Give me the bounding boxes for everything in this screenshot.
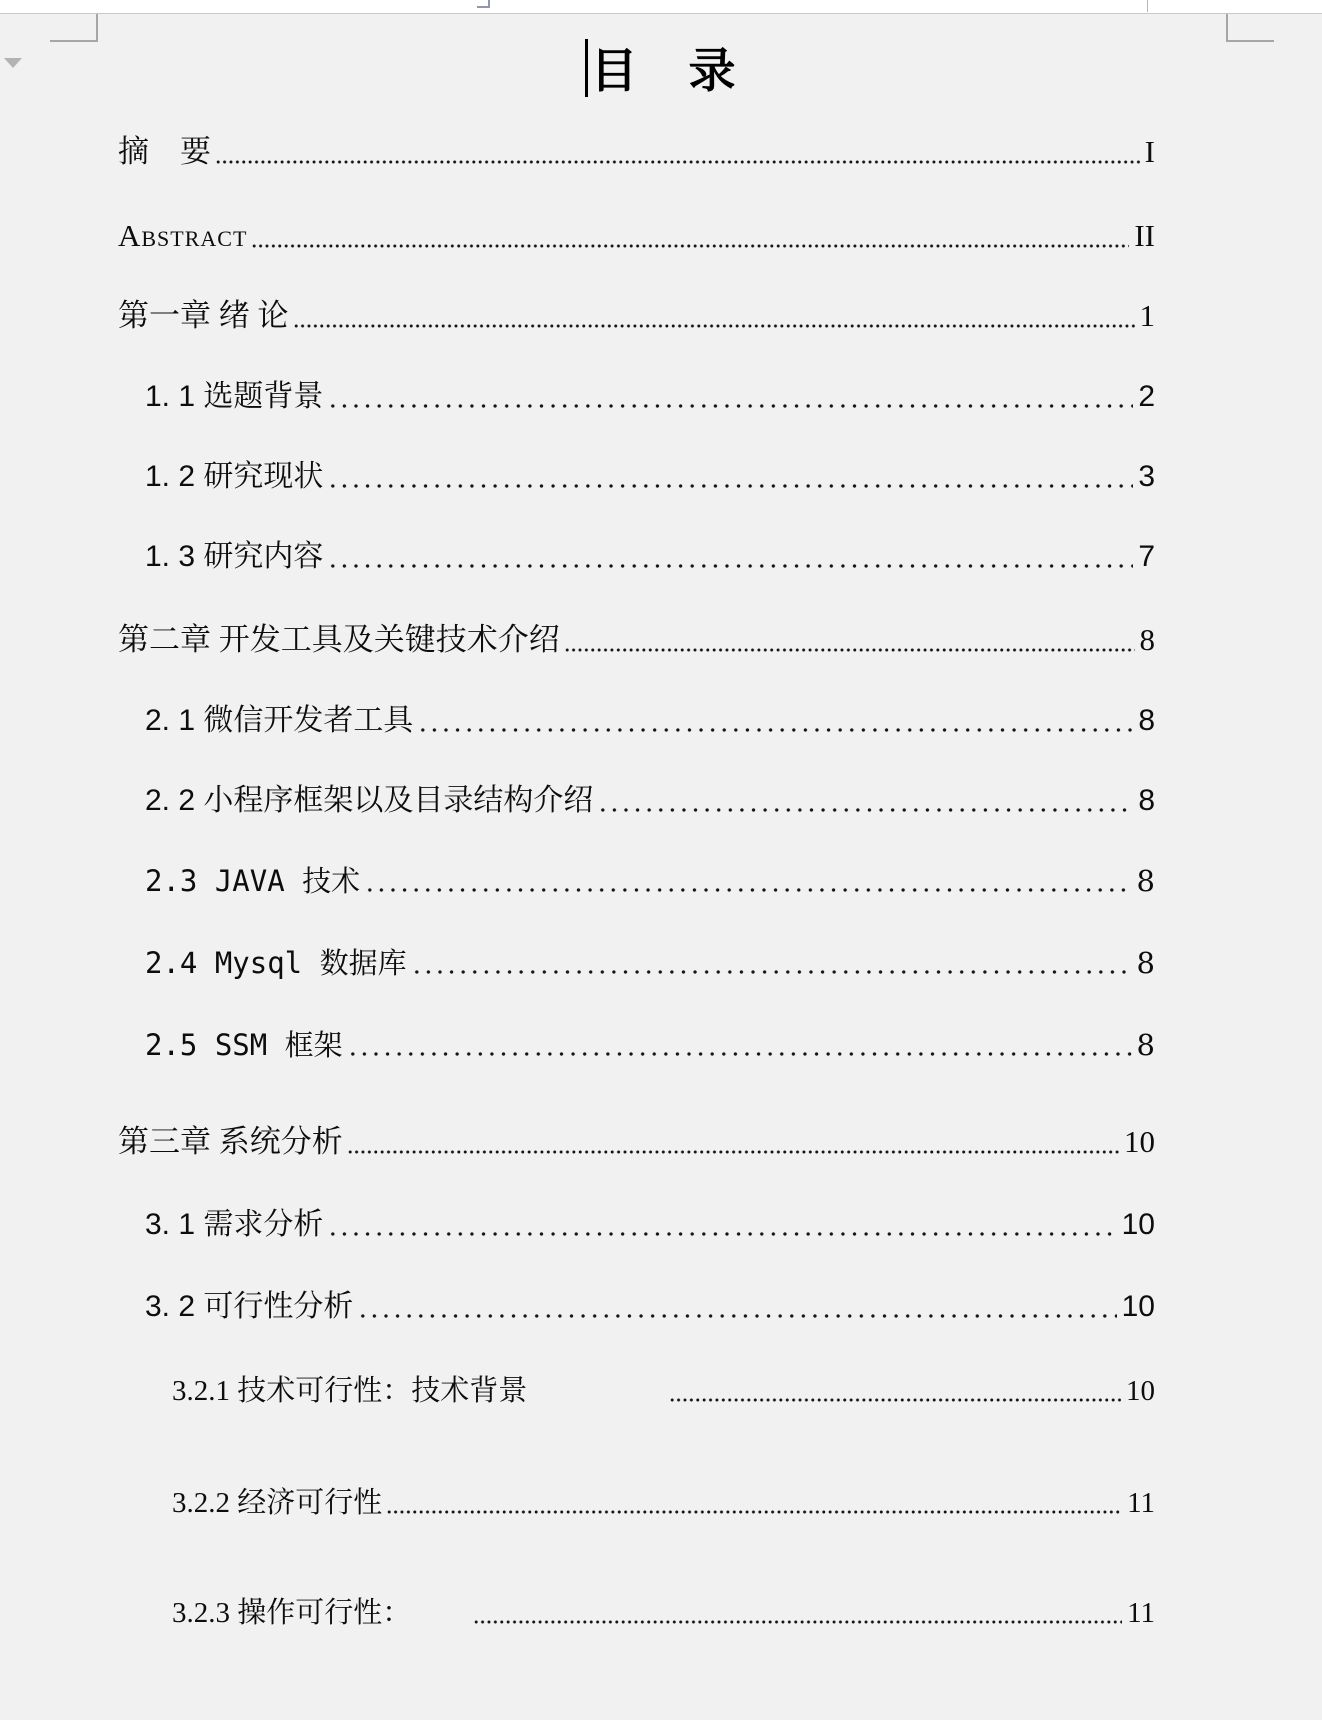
dot-leader [251,239,1129,249]
toc-entry[interactable] [172,1482,1155,1520]
object-corner-icon [477,0,490,8]
toc-page-number: II [1134,218,1155,254]
toc-entry-label: 3. 2 可行性分析 [145,1289,354,1323]
toc-entry[interactable] [145,942,1155,980]
dot-leader [669,1393,1121,1403]
dot-leader [327,399,1133,409]
toc-entry-label: 3.2.1 技术可行性：技术背景 [172,1374,528,1407]
toc-page-number: 10 [1124,1124,1155,1160]
dot-leader [347,1047,1132,1057]
toc-page-number: 1 [1139,298,1155,334]
toc-entry-label: Abstract [118,218,248,254]
top-strip-divider [1147,0,1148,12]
dot-leader [347,1145,1119,1155]
toc-entry[interactable] [172,1592,1155,1630]
toc-entry[interactable] [145,536,1155,574]
toc-entry[interactable] [118,1122,1155,1160]
toc-page-number: 2 [1138,379,1155,413]
toc-page-number: I [1144,134,1155,170]
toc-page-number: 11 [1127,1596,1155,1629]
toc-page-number: 8 [1139,622,1155,658]
dot-leader [386,1505,1122,1515]
toc-entry-label: 摘 要 [118,134,211,170]
dot-leader [597,803,1133,813]
toc-entry-label: 3. 1 需求分析 [145,1207,324,1241]
dot-leader [215,155,1140,165]
toc-entry[interactable] [145,700,1155,738]
toc-entry[interactable] [145,860,1155,898]
toc-entry[interactable] [118,216,1155,254]
toc-page-number: 8 [1138,783,1155,817]
toc-entry[interactable] [145,1286,1155,1324]
top-strip [0,0,1322,14]
dot-leader [364,883,1131,893]
toc-page-number: 8 [1136,1027,1155,1062]
dot-leader [293,319,1135,329]
toc-page-number: 8 [1136,945,1155,980]
page-title: 目 录 [590,46,738,98]
toc-page-number: 10 [1126,1374,1155,1407]
toc-entry-label: 2. 1 微信开发者工具 [145,703,414,737]
toc-page-number: 3 [1138,459,1155,493]
toc-entry[interactable] [145,780,1155,818]
toc-entry-label: 第二章 开发工具及关键技术介绍 [118,622,560,658]
toc-entry-label: 2.5 SSM 框架 [145,1027,343,1062]
toc-entry-label: 2. 2 小程序框架以及目录结构介绍 [145,783,594,817]
dot-leader [473,1615,1122,1625]
dot-leader [327,479,1133,489]
toc-entry-label: 第三章 系统分析 [118,1124,343,1160]
toc-page-number: 10 [1121,1207,1155,1241]
dot-leader [357,1309,1116,1319]
text-cursor [585,39,588,97]
dot-leader [564,643,1135,653]
dot-leader [411,965,1132,975]
toc-page-number: 10 [1121,1289,1155,1323]
toc-entry[interactable] [118,296,1155,334]
toc-title-row[interactable] [0,34,1322,101]
toc-entry[interactable] [118,620,1155,658]
dot-leader [417,723,1133,733]
dot-leader [327,1227,1116,1237]
toc-entry[interactable] [145,1204,1155,1242]
toc-entry[interactable] [145,456,1155,494]
toc-entry-label: 2.3 JAVA 技术 [145,863,361,898]
toc-entry-label: 2.4 Mysql 数据库 [145,945,407,980]
dot-leader [327,559,1133,569]
toc-entry[interactable] [145,1024,1155,1062]
toc-page-number: 11 [1127,1486,1155,1519]
toc-entry-label: 3.2.2 经济可行性 [172,1486,383,1519]
toc-page-number: 8 [1138,703,1155,737]
toc-entry-label: 1. 1 选题背景 [145,379,324,413]
toc-entry[interactable] [172,1370,1155,1408]
toc-entry-label: 1. 2 研究现状 [145,459,324,493]
toc-page-number: 7 [1138,539,1155,573]
toc-entry[interactable] [145,376,1155,414]
toc-page-number: 8 [1136,863,1155,898]
toc-entry-label: 第一章 绪 论 [118,298,289,334]
toc-entry-label: 1. 3 研究内容 [145,539,324,573]
toc-entry[interactable] [118,132,1155,170]
toc-entry-label: 3.2.3 操作可行性： [172,1596,412,1629]
